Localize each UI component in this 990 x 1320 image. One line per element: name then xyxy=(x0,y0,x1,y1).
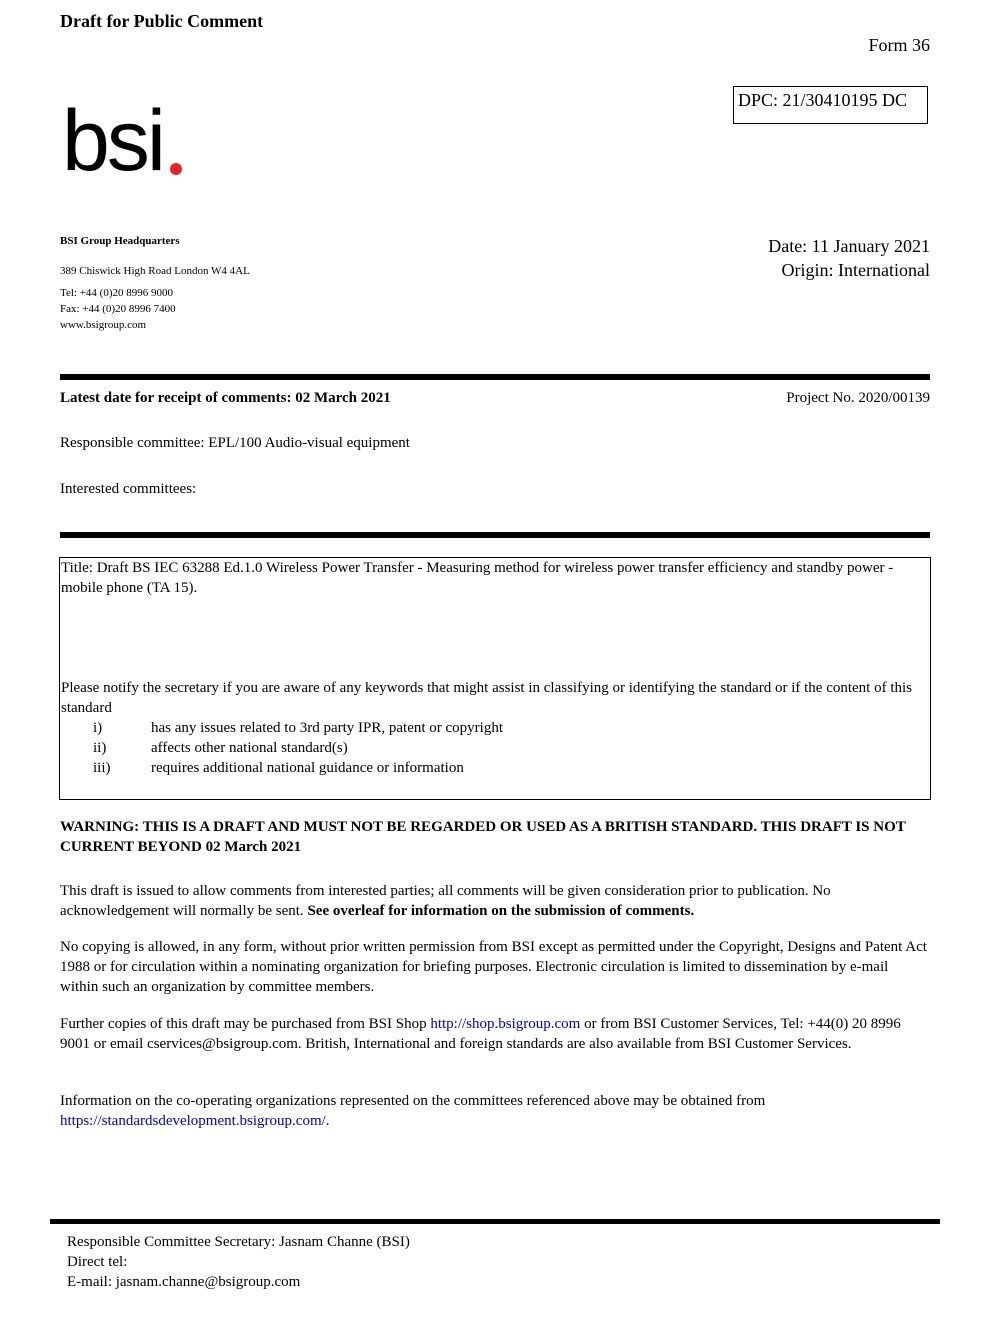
list-item xyxy=(61,758,930,778)
origin: Origin: International xyxy=(781,260,930,280)
telephone: Tel: +44 (0)20 8996 9000 xyxy=(60,287,173,299)
dpc-reference-box: DPC: 21/30410195 DC xyxy=(733,86,928,124)
paragraph-organizations xyxy=(60,1091,930,1131)
address-block xyxy=(60,233,250,333)
form-number: Form 36 xyxy=(868,35,930,55)
committee-secretary: Responsible Committee Secretary: Jasnam Channe (BSI) xyxy=(67,1234,410,1250)
list-item xyxy=(61,718,930,738)
draft-warning: WARNING: THIS IS A DRAFT AND MUST NOT BE REGARDED OR USED AS A BRITISH STANDARD. THIS DRAFT IS NOT CURRENT BEYOND 02 March 2021 xyxy=(60,819,906,855)
notify-text: Please notify the secretary if you are aware of any keywords that might assist in classifying or identifying the standard or if the content of this standard xyxy=(61,680,913,716)
paragraph-text: This draft is issued to allow comments from interested parties; all comments will be given consideration prior to publication. No acknowledgement will normally be sent. xyxy=(60,883,831,919)
paragraph-comments xyxy=(60,881,930,921)
draft-title: Title: Draft BS IEC 63288 Ed.1.0 Wireless Power Transfer - Measuring method for wireless power transfer efficiency and standby power - mobile phone (TA 15). xyxy=(61,560,894,596)
project-number: Project No. 2020/00139 xyxy=(786,390,930,406)
latest-comment-date: Latest date for receipt of comments: 02 March 2021 xyxy=(60,390,391,406)
middle-divider xyxy=(60,532,930,538)
standards-development-link[interactable]: https://standardsdevelopment.bsigroup.com/ xyxy=(60,1113,326,1129)
list-text: requires additional national guidance or information xyxy=(151,760,464,776)
responsible-committee: Responsible committee: EPL/100 Audio-visual equipment xyxy=(60,435,410,451)
date-origin-block xyxy=(768,234,930,282)
footer-contact xyxy=(67,1232,410,1292)
website: www.bsigroup.com xyxy=(60,319,147,331)
draft-label: Draft for Public Comment xyxy=(60,11,264,31)
paragraph-text: Information on the co-operating organizations represented on the committees referenced above may be obtained from xyxy=(60,1093,766,1109)
top-divider xyxy=(60,374,930,380)
bsi-logo xyxy=(62,93,163,189)
street-address: 389 Chiswick High Road London W4 4AL xyxy=(60,265,250,277)
logo-dot xyxy=(170,163,182,175)
issue-date: Date: 11 January 2021 xyxy=(768,236,930,256)
list-text: affects other national standard(s) xyxy=(151,740,348,756)
list-number: ii) xyxy=(93,740,107,756)
secretary-email: E-mail: jasnam.channe@bsigroup.com xyxy=(67,1274,301,1290)
shop-link[interactable]: http://shop.bsigroup.com xyxy=(430,1016,581,1032)
paragraph-text: . xyxy=(325,1113,330,1129)
paragraph-text: or from BSI Customer Services, Tel: +44(0) 20 8996 9001 or email cservices@bsigroup.com. British, International and foreign standards are also available from BSI Customer Services. xyxy=(60,1016,901,1052)
paragraph-copies xyxy=(60,1014,930,1054)
list-text: has any issues related to 3rd party IPR, patent or copyright xyxy=(151,720,504,736)
paragraph-text: Further copies of this draft may be purchased from BSI Shop xyxy=(60,1016,431,1032)
org-name: BSI Group Headquarters xyxy=(60,235,180,247)
paragraph-emphasis: See overleaf for information on the submission of comments. xyxy=(307,903,695,919)
list-number: i) xyxy=(93,720,103,736)
logo-text: bsi xyxy=(62,93,163,189)
interested-committees: Interested committees: xyxy=(60,481,197,497)
fax: Fax: +44 (0)20 8996 7400 xyxy=(60,303,176,315)
footer-divider xyxy=(50,1219,940,1224)
paragraph-copyright: No copying is allowed, in any form, without prior written permission from BSI except as permitted under the Copyright, Designs and Patent Act 1988 or for circulation within a nominating organization for briefing purposes. Electronic circulation is limited to dissemination by e-mail within such an organization by committee members. xyxy=(60,939,927,995)
list-item xyxy=(61,738,930,758)
list-number: iii) xyxy=(93,760,111,776)
title-box xyxy=(59,557,931,800)
direct-telephone: Direct tel: xyxy=(67,1254,128,1270)
